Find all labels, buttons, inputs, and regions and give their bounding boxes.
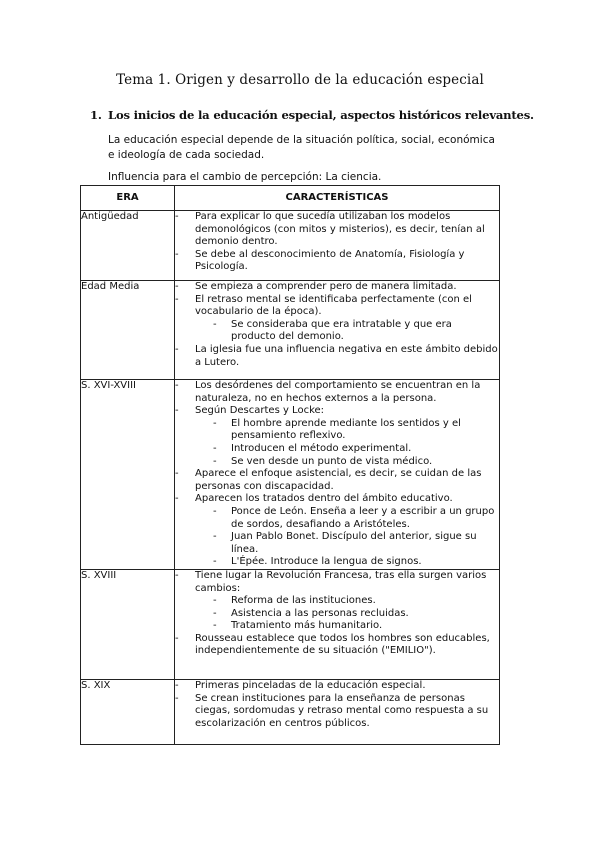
sub-list-item [211,531,499,556]
list-item [175,281,499,294]
sub-list-item-text: Ponce de León. Enseña a leer y a escribir a un grupo de sordos, desafiando a Aristóteles. [231,505,495,530]
characteristics-cell [175,281,500,380]
list-item-text: Rousseau establece que todos los hombres son educables, independientemente de su situación ("EMILIO"). [195,632,490,657]
table-row [81,380,500,570]
list-item-text: Primeras pinceladas de la educación especial. [195,679,426,691]
sub-list [211,506,499,569]
characteristics-list [175,380,499,569]
characteristics-cell [175,380,500,570]
list-item-text: Aparece el enfoque asistencial, es decir, se cuidan de las personas con discapacidad. [195,468,482,492]
characteristics-list [175,281,499,369]
sub-list-item [211,595,499,608]
characteristics-list [175,570,499,658]
section-number: 1. [90,108,102,122]
sub-list-item [211,443,499,456]
sub-list-item [211,608,499,621]
list-item [175,633,499,658]
eras-table [80,185,500,745]
document-title: Tema 1. Origen y desarrollo de la educación especial [116,72,484,88]
header-era: ERA [81,186,175,211]
list-item [175,493,499,569]
sub-list-item-text: Juan Pablo Bonet. Discípulo del anterior, sigue su línea. [231,531,477,555]
list-item [175,405,499,468]
list-item-text: Para explicar lo que sucedía utilizaban los modelos demonológicos (con mitos y misterios), es decir, tenían al demonio dentro. [195,211,485,248]
list-item [175,570,499,633]
sub-list-item-text: El hombre aprende mediante los sentidos y el pensamiento reflexivo. [231,417,461,442]
list-item [175,468,499,493]
sub-list-item [211,556,499,569]
sub-list-item [211,418,499,443]
list-item-text: Se crean instituciones para la enseñanza de personas ciegas, sordomudas y retraso mental como respuesta a su escolarización en centros públicos. [195,692,489,729]
characteristics-list [175,211,499,274]
list-item [175,380,499,405]
section-heading [90,108,534,122]
sub-list-item [211,456,499,469]
influence-paragraph: Influencia para el cambio de percepción: La ciencia. [108,171,382,183]
table-header-row [81,186,500,211]
characteristics-cell [175,679,500,744]
sub-list-item-text: Asistencia a las personas recluidas. [231,607,409,619]
characteristics-cell [175,569,500,679]
list-item-text: Se debe al desconocimiento de Anatomía, Fisiología y Psicología. [195,248,465,273]
era-cell: Edad Media [81,281,175,380]
list-item [175,344,499,369]
list-item-text: La iglesia fue una influencia negativa en este ámbito debido a Lutero. [195,343,498,368]
table-row [81,211,500,281]
header-characteristics: CARACTERÍSTICAS [175,186,500,211]
list-item [175,680,499,693]
sub-list [211,595,499,633]
list-item-text: Aparecen los tratados dentro del ámbito educativo. [195,493,453,505]
sub-list-item-text: Se consideraba que era intratable y que era producto del demonio. [231,318,452,343]
list-item [175,211,499,249]
section-heading-text: Los inicios de la educación especial, aspectos históricos relevantes. [108,108,534,122]
sub-list [211,418,499,468]
sub-list-item-text: Introducen el método experimental. [231,442,412,454]
sub-list-item [211,319,499,344]
table-row [81,569,500,679]
list-item [175,693,499,731]
era-cell: S. XVI-XVIII [81,380,175,570]
sub-list-item-text: Tratamiento más humanitario. [231,620,383,632]
sub-list-item [211,506,499,531]
list-item [175,249,499,274]
sub-list-item-text: Reforma de las instituciones. [231,595,376,607]
era-cell: Antigüedad [81,211,175,281]
sub-list [211,319,499,344]
list-item [175,294,499,344]
sub-list-item-text: L'Épée. Introduce la lengua de signos. [231,556,422,568]
intro-paragraph: La educación especial depende de la situación política, social, económica e ideología de cada sociedad. [108,134,495,161]
era-cell: S. XVIII [81,569,175,679]
list-item-text: Los desórdenes del comportamiento se encuentran en la naturaleza, no en hechos externos a la persona. [195,380,481,404]
characteristics-cell [175,211,500,281]
list-item-text: Según Descartes y Locke: [195,405,325,417]
era-cell: S. XIX [81,679,175,744]
sub-list-item [211,620,499,633]
sub-list-item-text: Se ven desde un punto de vista médico. [231,455,433,467]
list-item-text: Se empieza a comprender pero de manera limitada. [195,281,457,292]
list-item-text: El retraso mental se identificaba perfectamente (con el vocabulario de la época). [195,293,472,318]
table-row [81,679,500,744]
characteristics-list [175,680,499,730]
list-item-text: Tiene lugar la Revolución Francesa, tras ella surgen varios cambios: [195,569,487,594]
table-row [81,281,500,380]
